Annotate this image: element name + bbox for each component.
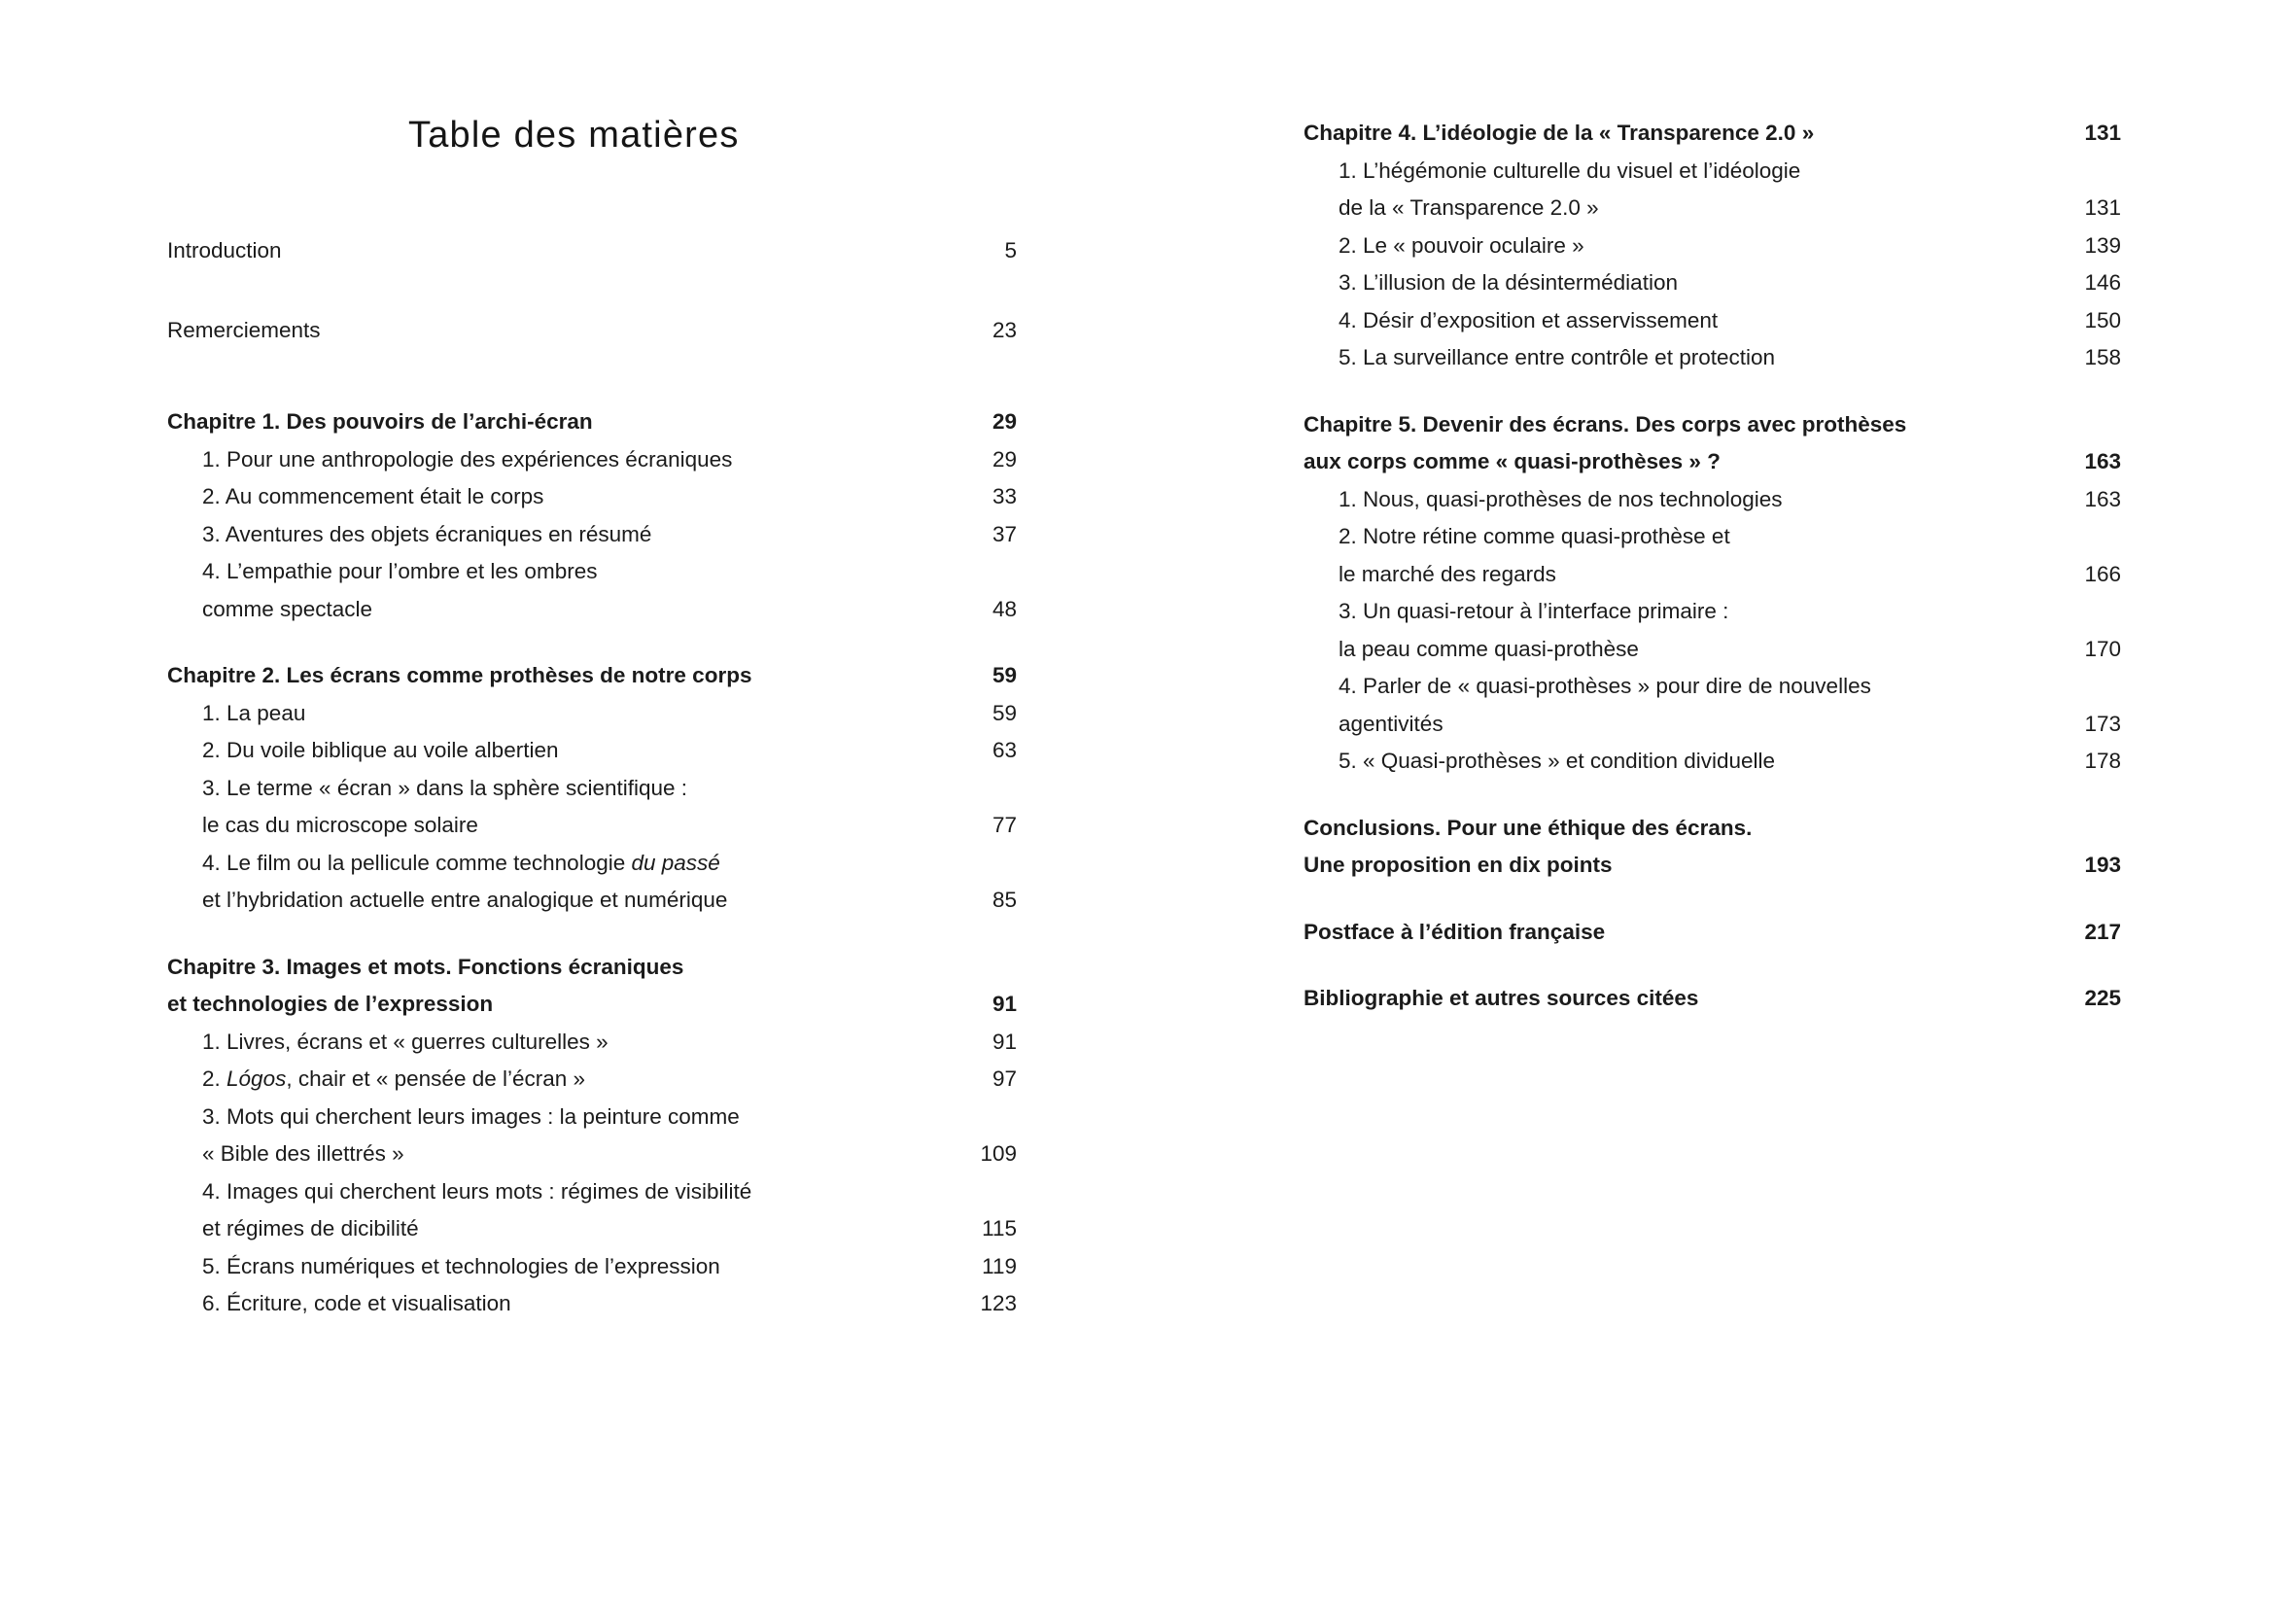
toc-entry-label: « Bible des illettrés » xyxy=(202,1141,404,1166)
toc-section-entry[interactable] xyxy=(1304,264,2121,302)
toc-entry-label xyxy=(167,1061,955,1099)
toc-entry-label: 4. L’empathie pour l’ombre et les ombres xyxy=(202,559,598,583)
toc-entry-page-number: 48 xyxy=(991,596,1017,621)
toc-entry-label: 3. Le terme « écran » dans la sphère scientifique : xyxy=(202,775,688,800)
toc-chapter-entry[interactable] xyxy=(167,657,1017,695)
toc-entry-page-number: 23 xyxy=(991,317,1017,342)
toc-section-entry[interactable] xyxy=(167,1285,1017,1323)
toc-section-entry[interactable] xyxy=(1304,227,2121,265)
toc-left-entry-list xyxy=(167,232,1017,1323)
toc-spacer xyxy=(1304,781,2121,810)
toc-section-entry[interactable] xyxy=(1304,518,2121,556)
toc-entry-label: aux corps comme « quasi-prothèses » ? xyxy=(1304,449,1721,473)
toc-entry-label: Postface à l’édition française xyxy=(1304,919,1606,944)
toc-section-entry[interactable] xyxy=(1304,668,2121,706)
toc-entry-page-number: 146 xyxy=(2084,270,2121,295)
toc-entry-label: Conclusions. Pour une éthique des écrans. xyxy=(1304,815,1753,840)
toc-entry-label: Chapitre 5. Devenir des écrans. Des corps avec prothèses xyxy=(1304,411,1907,437)
toc-entry-label: de la « Transparence 2.0 » xyxy=(1339,195,1599,220)
toc-entry-label: Bibliographie et autres sources citées xyxy=(1304,986,1699,1010)
toc-spacer xyxy=(1304,885,2121,914)
toc-entry-page-number: 170 xyxy=(2084,636,2121,661)
toc-entry-page-number: 123 xyxy=(980,1291,1017,1315)
toc-entry-label: 2. Au commencement était le corps xyxy=(202,484,544,508)
toc-entry-label-italic: du passé xyxy=(631,850,720,875)
toc-entry-label: Chapitre 2. Les écrans comme prothèses de notre corps xyxy=(167,663,752,687)
toc-entry-label: 1. Nous, quasi-prothèses de nos technologies xyxy=(1339,486,1783,511)
toc-entry-page-number: 193 xyxy=(2084,853,2121,877)
toc-entry-page-number: 173 xyxy=(2084,711,2121,736)
toc-entry-label: 3. L’illusion de la désintermédiation xyxy=(1339,270,1678,295)
toc-entry-page-number: 33 xyxy=(991,484,1017,508)
toc-entry-page-number: 109 xyxy=(980,1141,1017,1166)
toc-entry-page-number: 131 xyxy=(2084,121,2121,145)
toc-entry-page-number: 158 xyxy=(2084,345,2121,369)
toc-entry-page-number: 63 xyxy=(991,738,1017,762)
toc-entry-page-number: 178 xyxy=(2084,749,2121,773)
toc-section-entry[interactable] xyxy=(167,516,1017,554)
toc-entry-label-part: , chair et « pensée de l’écran » xyxy=(286,1066,586,1091)
toc-entry-page-number: 119 xyxy=(982,1253,1017,1278)
toc-section-entry[interactable] xyxy=(167,553,1017,591)
toc-section-entry[interactable] xyxy=(167,478,1017,516)
toc-entry-page-number: 59 xyxy=(991,663,1017,687)
toc-entry-label: 5. La surveillance entre contrôle et protection xyxy=(1339,345,1776,369)
toc-entry-label-part: 4. Le film ou la pellicule comme technologie xyxy=(202,850,632,875)
toc-entry-page-number: 150 xyxy=(2084,307,2121,332)
toc-spacer xyxy=(167,920,1017,949)
toc-entry-page-number: 217 xyxy=(2084,919,2121,944)
toc-entry-label: Une proposition en dix points xyxy=(1304,853,1613,877)
toc-entry-page-number: 131 xyxy=(2084,195,2121,220)
toc-entry-label: 4. Images qui cherchent leurs mots : régimes de visibilité xyxy=(202,1178,752,1204)
toc-entry-page-number: 77 xyxy=(991,813,1017,837)
toc-chapter-entry[interactable] xyxy=(1304,443,2121,481)
toc-section-entry[interactable] xyxy=(1304,743,2121,781)
toc-entry-page-number: 91 xyxy=(991,992,1017,1016)
toc-right-entry-list xyxy=(1304,115,2121,1018)
toc-section-entry[interactable] xyxy=(1304,631,2121,669)
toc-entry-page-number: 163 xyxy=(2084,486,2121,511)
toc-section-entry[interactable] xyxy=(167,1061,1017,1099)
toc-chapter-entry[interactable] xyxy=(1304,847,2121,885)
toc-entry-page-number: 97 xyxy=(991,1066,1017,1091)
toc-section-entry[interactable] xyxy=(167,312,1017,350)
toc-entry-label: 3. Un quasi-retour à l’interface primaire : xyxy=(1339,599,1729,623)
toc-section-entry[interactable] xyxy=(167,845,1017,883)
toc-entry-label: Chapitre 1. Des pouvoirs de l’archi-écran xyxy=(167,409,593,434)
toc-entry-label: 4. Désir d’exposition et asservissement xyxy=(1339,307,1719,332)
toc-entry-page-number: 225 xyxy=(2084,986,2121,1010)
toc-entry-label: 1. Livres, écrans et « guerres culturelles » xyxy=(202,1029,609,1054)
toc-section-entry[interactable] xyxy=(1304,556,2121,594)
toc-section-entry[interactable] xyxy=(167,1210,1017,1248)
toc-section-entry[interactable] xyxy=(167,591,1017,629)
toc-section-entry[interactable] xyxy=(1304,481,2121,519)
toc-section-entry[interactable] xyxy=(167,1099,1017,1136)
toc-entry-label: agentivités xyxy=(1339,711,1444,736)
toc-section-entry[interactable] xyxy=(167,770,1017,808)
toc-entry-label: le cas du microscope solaire xyxy=(202,813,478,837)
toc-spacer xyxy=(1304,951,2121,980)
toc-entry-label: 3. Mots qui cherchent leurs images : la peinture comme xyxy=(202,1103,740,1129)
page-title: Table des matières xyxy=(408,115,740,156)
toc-section-entry[interactable] xyxy=(1304,190,2121,227)
toc-entry-label: 3. Aventures des objets écraniques en résumé xyxy=(202,521,652,546)
toc-section-entry[interactable] xyxy=(167,232,1017,270)
toc-entry-label: et l’hybridation actuelle entre analogique et numérique xyxy=(202,888,728,912)
toc-section-entry[interactable] xyxy=(167,1248,1017,1286)
toc-entry-label: Chapitre 4. L’idéologie de la « Transparence 2.0 » xyxy=(1304,121,1815,145)
toc-section-entry[interactable] xyxy=(1304,706,2121,744)
toc-chapter-entry[interactable] xyxy=(167,986,1017,1024)
toc-entry-label: 1. L’hégémonie culturelle du visuel et l’idéologie xyxy=(1339,157,1801,183)
toc-entry-label: Introduction xyxy=(167,238,282,262)
toc-section-entry[interactable] xyxy=(1304,593,2121,631)
toc-entry-page-number: 166 xyxy=(2084,561,2121,586)
toc-spacer xyxy=(167,270,1017,312)
toc-chapter-entry[interactable] xyxy=(167,403,1017,441)
toc-entry-label: et régimes de dicibilité xyxy=(202,1216,419,1240)
toc-entry-page-number: 59 xyxy=(991,700,1017,725)
toc-section-entry[interactable] xyxy=(167,441,1017,479)
toc-entry-label: et technologies de l’expression xyxy=(167,992,494,1016)
toc-chapter-entry[interactable] xyxy=(1304,406,2121,444)
toc-entry-label: 1. Pour une anthropologie des expériences écraniques xyxy=(202,446,733,472)
toc-section-entry[interactable] xyxy=(167,695,1017,733)
toc-entry-label: la peau comme quasi-prothèse xyxy=(1339,636,1639,661)
toc-section-entry[interactable] xyxy=(167,732,1017,770)
toc-entry-label: 1. La peau xyxy=(202,700,306,725)
toc-chapter-entry[interactable] xyxy=(1304,980,2121,1018)
toc-entry-label: 5. « Quasi-prothèses » et condition dividuelle xyxy=(1339,749,1776,773)
toc-spacer xyxy=(167,349,1017,403)
toc-spacer xyxy=(1304,377,2121,406)
toc-chapter-entry[interactable] xyxy=(1304,810,2121,848)
toc-spacer xyxy=(167,628,1017,657)
toc-entry-page-number: 115 xyxy=(982,1216,1017,1240)
toc-chapter-entry[interactable] xyxy=(1304,115,2121,153)
toc-entry-label-italic: Lógos xyxy=(226,1066,287,1091)
toc-entry-label-part: 2. xyxy=(202,1066,227,1091)
toc-entry-label: Chapitre 3. Images et mots. Fonctions écraniques xyxy=(167,954,684,979)
toc-section-entry[interactable] xyxy=(1304,153,2121,191)
toc-entry-label: 2. Notre rétine comme quasi-prothèse et xyxy=(1339,524,1730,548)
toc-right-column xyxy=(1148,0,2296,1607)
toc-entry-label: 2. Le « pouvoir oculaire » xyxy=(1339,232,1584,258)
toc-entry-page-number: 29 xyxy=(991,409,1017,434)
toc-entry-page-number: 91 xyxy=(991,1029,1017,1054)
toc-entry-label: le marché des regards xyxy=(1339,561,1556,586)
toc-entry-page-number: 37 xyxy=(991,521,1017,546)
toc-chapter-entry[interactable] xyxy=(167,949,1017,987)
toc-entry-page-number: 139 xyxy=(2084,232,2121,258)
toc-entry-page-number: 29 xyxy=(991,446,1017,472)
toc-entry-label xyxy=(167,845,955,883)
toc-section-entry[interactable] xyxy=(167,1135,1017,1173)
toc-entry-label: 6. Écriture, code et visualisation xyxy=(202,1291,511,1315)
toc-section-entry[interactable] xyxy=(167,882,1017,920)
toc-entry-label: 2. Du voile biblique au voile albertien xyxy=(202,738,559,762)
toc-section-entry[interactable] xyxy=(1304,302,2121,340)
toc-chapter-entry[interactable] xyxy=(1304,914,2121,952)
toc-entry-label: Remerciements xyxy=(167,317,321,342)
toc-entry-label: 4. Parler de « quasi-prothèses » pour dire de nouvelles xyxy=(1339,674,1871,698)
toc-section-entry[interactable] xyxy=(1304,339,2121,377)
toc-entry-page-number: 163 xyxy=(2084,449,2121,473)
toc-section-entry[interactable] xyxy=(167,807,1017,845)
toc-entry-page-number: 85 xyxy=(991,888,1017,912)
toc-entry-label: comme spectacle xyxy=(202,596,373,621)
toc-entry-page-number: 5 xyxy=(1004,238,1017,262)
toc-section-entry[interactable] xyxy=(167,1024,1017,1062)
toc-entry-label: 5. Écrans numériques et technologies de l’expression xyxy=(202,1253,720,1278)
toc-section-entry[interactable] xyxy=(167,1173,1017,1211)
